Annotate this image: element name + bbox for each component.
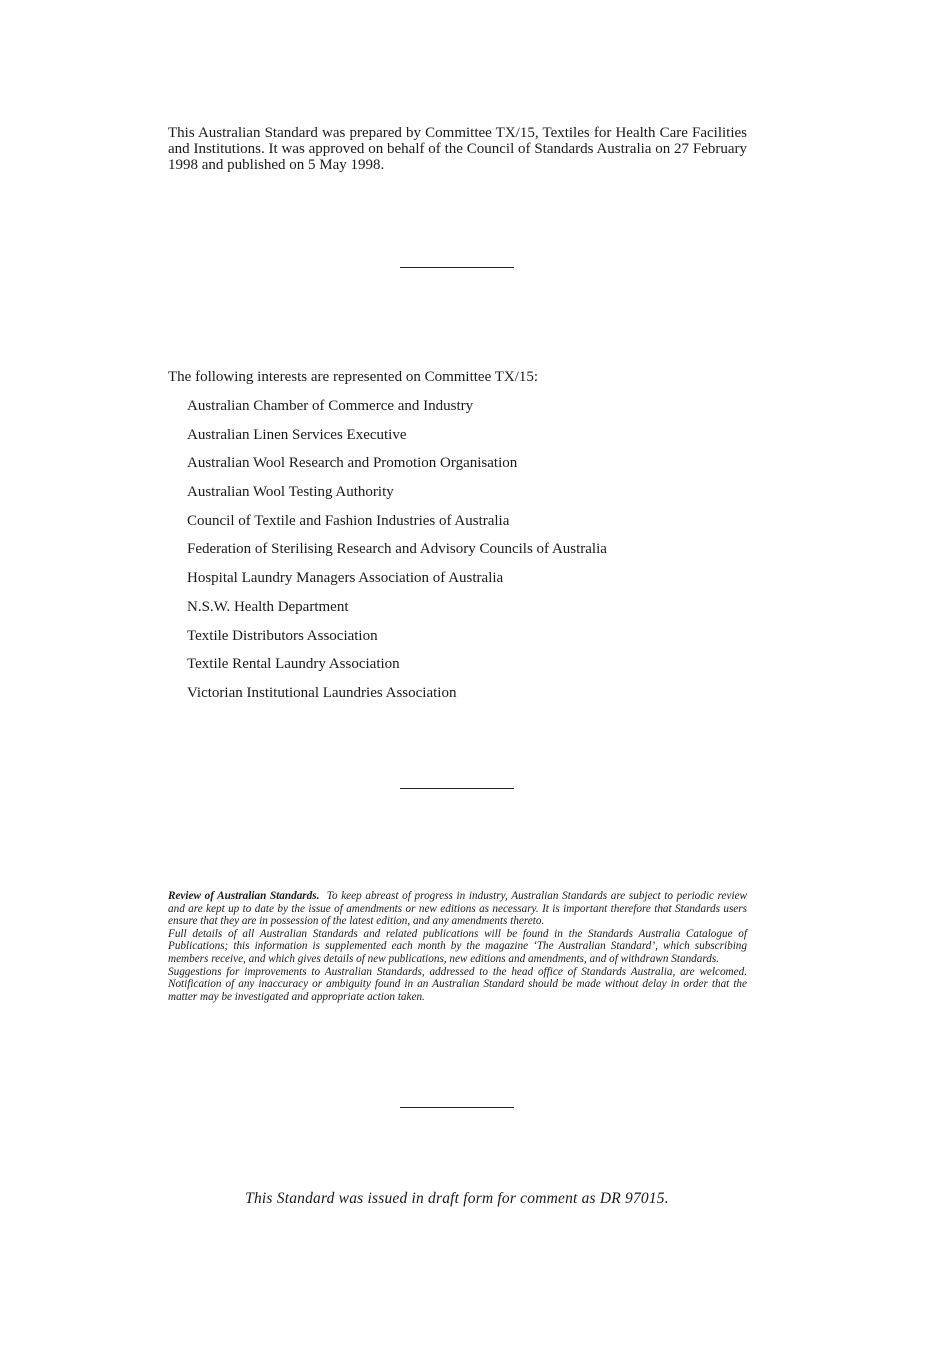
list-item: Australian Chamber of Commerce and Industry — [187, 398, 474, 414]
divider-rule-2 — [400, 788, 514, 789]
review-paragraph-1 — [168, 890, 747, 928]
interests-intro: The following interests are represented on Committee TX/15: — [168, 369, 539, 385]
list-item: Federation of Sterilising Research and Advisory Councils of Australia — [187, 541, 607, 558]
review-paragraph-2: Full details of all Australian Standards and related publications will be found in the Standards Australia Catalogue of Publications; this information is supplemented each month by the magazine ‘The Australian Standard’, which subscribing members receive, and which gives details of new publications, new editions and amendments, and of withdrawn Standards. — [168, 927, 747, 965]
list-item: Victorian Institutional Laundries Association — [187, 684, 457, 701]
list-item: Textile Distributors Association — [187, 627, 378, 644]
divider-rule-3 — [400, 1107, 514, 1108]
divider-rule-1 — [400, 267, 514, 268]
list-item: Australian Wool Research and Promotion Organisation — [187, 455, 518, 472]
list-item: Australian Linen Services Executive — [187, 426, 407, 443]
list-item: Australian Wool Testing Authority — [187, 484, 394, 501]
list-item: Textile Rental Laundry Association — [187, 656, 400, 673]
preparation-statement: This Australian Standard was prepared by Committee TX/15, Textiles for Health Care Facilities and Institutions. It was approved on behalf of the Council of Standards Australia on 27 February 1998 and published on 5 May 1998. — [168, 125, 747, 173]
interests-list — [187, 396, 607, 712]
review-notice — [168, 890, 747, 1003]
draft-note: This Standard was issued in draft form for comment as DR 97015. — [245, 1190, 669, 1207]
review-heading: Review of Australian Standards. — [168, 890, 320, 902]
list-item: Council of Textile and Fashion Industries of Australia — [187, 512, 510, 529]
review-paragraph-3: Suggestions for improvements to Australian Standards, addressed to the head office of Standards Australia, are welcomed. Notification of any inaccuracy or ambiguity found in an Australian Standard should be made without delay in order that the matter may be investigated and appropriate action taken. — [168, 965, 747, 1003]
review-text: To keep abreast of progress in industry, Australian Standards are subject to periodic review and are kept up to date by the issue of amendments or new editions as necessary. It is important therefore that Standards users ensure that they are in possession of the latest edition, and any amendments thereto. — [168, 890, 748, 928]
list-item: N.S.W. Health Department — [187, 598, 349, 615]
list-item: Hospital Laundry Managers Association of Australia — [187, 570, 504, 587]
